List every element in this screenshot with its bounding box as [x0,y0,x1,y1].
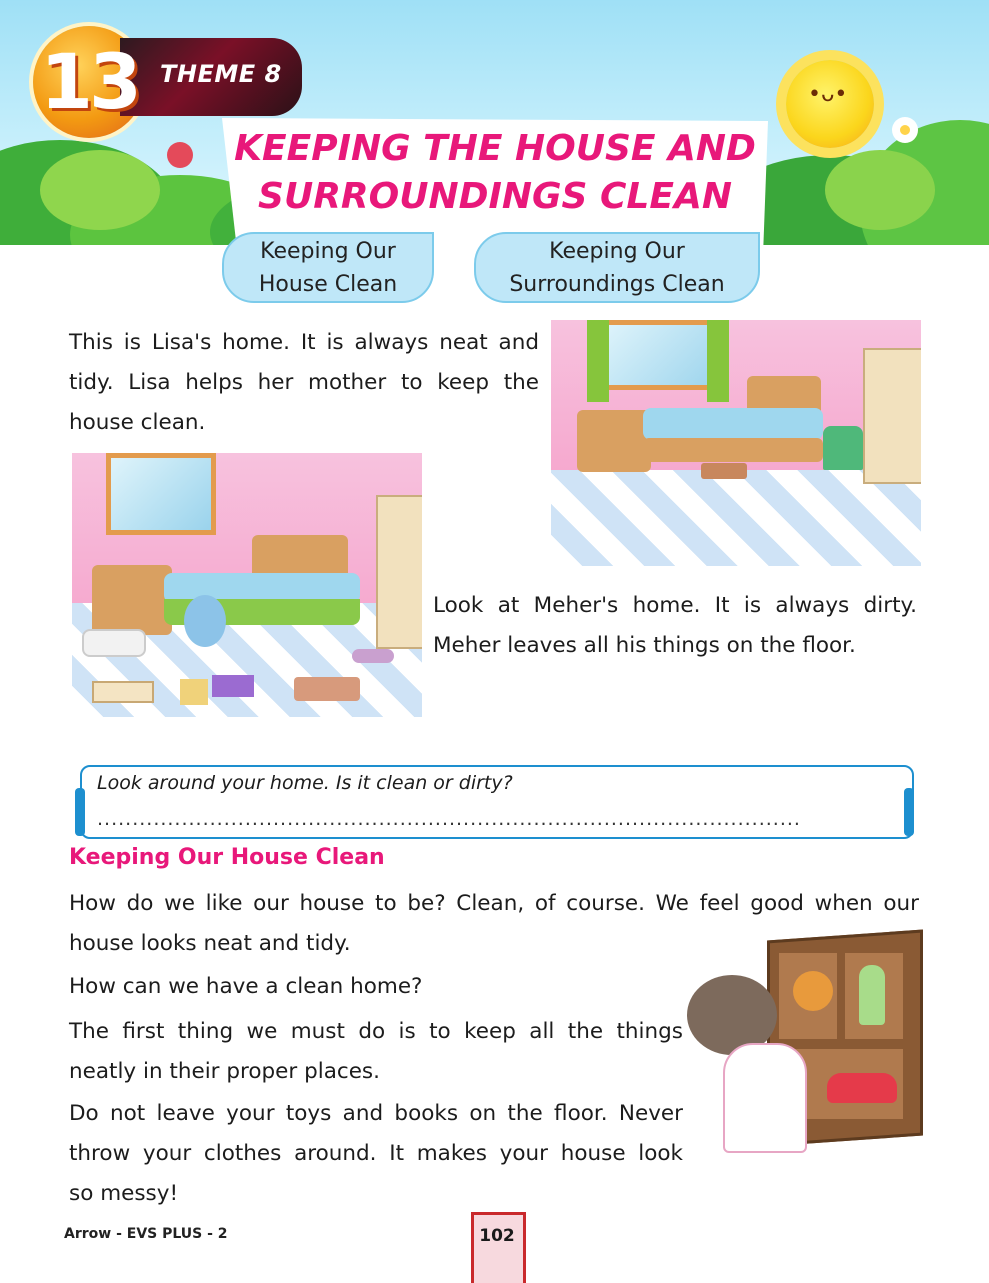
lisa-paragraph [69,323,539,443]
page-number-box [471,1212,526,1283]
lisa-line: house clean. [69,410,206,435]
girl-arranging-toys-illustration [683,935,923,1150]
note-right-tab [904,788,914,836]
tab-surroundings-clean-line-1: Keeping Our [549,239,685,264]
section-line: How do we like our house to be? Clean, of course. We feel good when our [69,891,919,916]
section-line: neatly in their proper places. [69,1059,380,1084]
clean-room-illustration [551,320,921,566]
chapter-title-line-2: SURROUNDINGS CLEAN [258,176,732,217]
page-number: 102 [479,1226,515,1246]
girl-dress-illustration [723,1043,807,1153]
window-illustration [106,453,216,535]
section-paragraph-2: How can we have a clean home? [69,974,423,999]
section-paragraph-4 [69,1094,683,1214]
toy-car-illustration [827,1073,897,1103]
chapter-number: 13 [40,37,138,126]
answer-line: .................................................................................................... [97,808,801,830]
tab-surroundings-clean [474,232,760,303]
teddy-bear-illustration [793,971,833,1011]
cupboard-illustration [376,495,422,649]
teddy-bear-illustration [184,595,226,647]
section-heading: Keeping Our House Clean [69,845,385,870]
tab-house-clean-line-2: House Clean [258,272,398,297]
section-line: throw your clothes around. It makes your house look [69,1141,683,1166]
note-question: Look around your home. Is it clean or dirty? [97,772,513,794]
meher-line: Meher leaves all his things on the floor. [433,633,856,658]
lisa-line: This is Lisa's home. It is always neat and [69,330,539,355]
note-left-tab [75,788,85,836]
doll-illustration [859,965,885,1025]
theme-label: THEME 8 [160,60,282,88]
tab-house-clean-line-1: Keeping Our [260,239,396,264]
lisa-line: tidy. Lisa helps her mother to keep the [69,370,539,395]
meher-line: Look at Meher's home. It is always dirty. [433,593,917,618]
section-paragraph-3 [69,1012,683,1092]
tab-house-clean [222,232,434,303]
section-line: house looks neat and tidy. [69,931,351,956]
chapter-title-line-1: KEEPING THE HOUSE AND [234,128,756,169]
section-line: The first thing we must do is to keep all the things [69,1019,683,1044]
cupboard-illustration [863,348,921,484]
tab-surroundings-clean-line-2: Surroundings Clean [509,272,725,297]
sun-face-icon: •ᴗ• [808,82,848,107]
section-line: so messy! [69,1181,179,1206]
chapter-header [0,0,989,245]
section-line: Do not leave your toys and books on the floor. Never [69,1101,683,1126]
meher-paragraph [433,586,917,666]
messy-room-illustration [72,453,422,717]
book-title: Arrow - EVS PLUS - 2 [64,1226,228,1242]
